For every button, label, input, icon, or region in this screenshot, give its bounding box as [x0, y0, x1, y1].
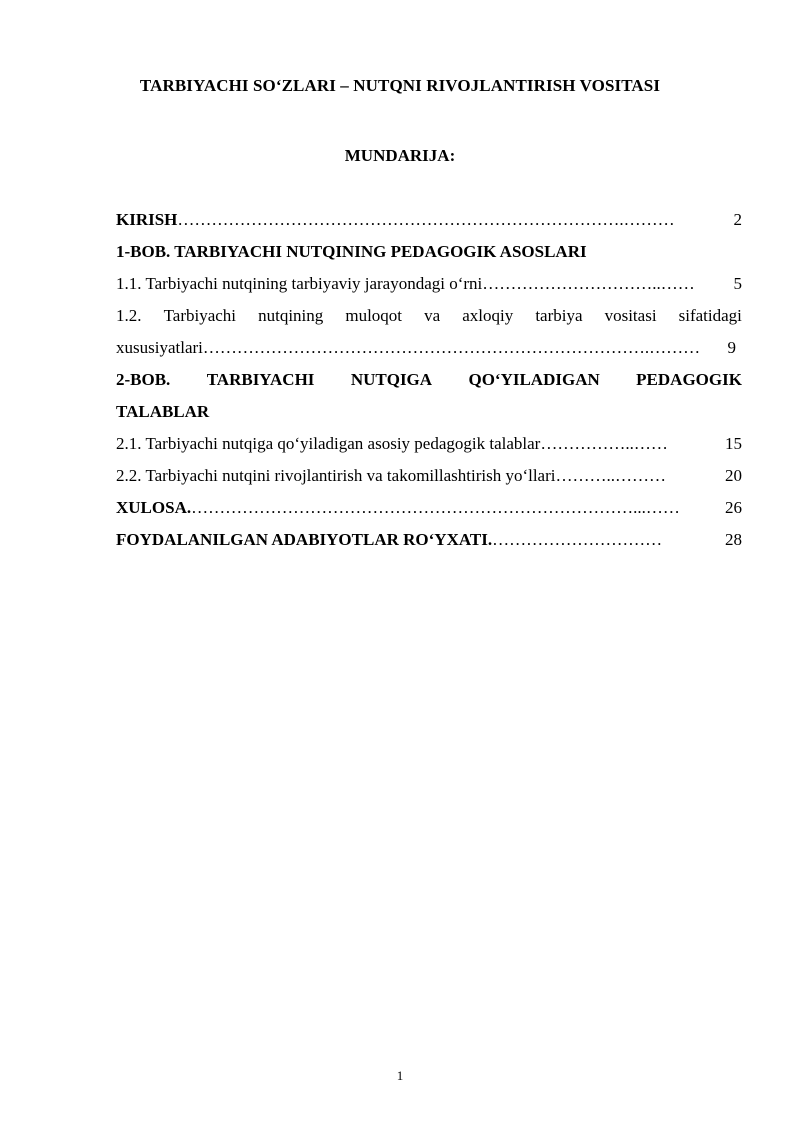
toc-entry-label: 2.1. Tarbiyachi nutqiga qo‘yiladigan asosiy pedagogik talablar — [116, 434, 541, 453]
toc-entry-label: FOYDALANILGAN ADABIYOTLAR RO‘YXATI. — [116, 530, 493, 549]
page-number: 1 — [396, 1068, 404, 1083]
toc-leader-dots: ………………………… — [492, 530, 663, 549]
toc-word: vositasi — [604, 306, 657, 325]
toc-leader-dots: …………………………………………………………………….……… — [202, 338, 701, 357]
toc-leader-dots: …………………………………………………………………….……… — [177, 210, 675, 229]
toc-word: 2-BOB. — [116, 370, 171, 389]
document-title: TARBIYACHI SO‘ZLARI – NUTQNI RIVOJLANTIRISH VOSITASI — [139, 76, 661, 95]
toc-page-number: 2 — [733, 210, 742, 229]
toc-word: PEDAGOGIK — [636, 370, 742, 389]
toc-word: sifatidagi — [678, 306, 742, 325]
toc-entry-label: 2.2. Tarbiyachi nutqini rivojlantirish va takomillashtirish yo‘llari — [116, 466, 556, 485]
toc-page-number: 5 — [733, 274, 742, 293]
toc-leader-dots: ……………………………………………………………………...…… — [191, 498, 680, 517]
toc-entry-adabiyotlar[interactable] — [116, 524, 742, 556]
toc-heading: MUNDARIJA: — [344, 146, 456, 165]
toc-entry-label: xususiyatlari — [116, 338, 203, 357]
toc-entry-label: 1.1. Tarbiyachi nutqining tarbiyaviy jarayondagi o‘rni — [116, 274, 483, 293]
toc-page-number: 20 — [725, 466, 742, 485]
toc-leader-dots: …………………………..…… — [482, 274, 695, 293]
toc-entry-label: XULOSA. — [116, 498, 192, 517]
toc-word: NUTQIGA — [350, 370, 433, 389]
toc-entry-2-1[interactable] — [116, 428, 742, 460]
toc-word: nutqining — [258, 306, 324, 325]
toc-leader-dots: ……………..…… — [540, 434, 668, 453]
toc-chapter-1[interactable]: 1-BOB. TARBIYACHI NUTQINING PEDAGOGIK ASOSLARI — [116, 242, 587, 261]
toc-word: tarbiya — [535, 306, 583, 325]
toc-word: va — [424, 306, 441, 325]
toc-word: muloqot — [345, 306, 403, 325]
toc-chapter-2-line1[interactable] — [116, 364, 742, 396]
toc-chapter-2-line2[interactable]: TALABLAR — [116, 402, 210, 421]
toc-leader-dots: ………..……… — [555, 466, 666, 485]
toc-page-number: 26 — [725, 498, 742, 517]
table-of-contents — [116, 204, 742, 556]
toc-entry-1-1[interactable] — [116, 268, 742, 300]
toc-page-number: 9 — [727, 338, 736, 357]
toc-entry-1-2-line2[interactable] — [116, 332, 736, 364]
toc-entry-1-2-line1[interactable] — [116, 300, 742, 332]
toc-entry-label: KIRISH — [116, 210, 178, 229]
toc-page-number: 15 — [725, 434, 742, 453]
toc-word: axloqiy — [462, 306, 514, 325]
toc-word: 1.2. — [116, 306, 142, 325]
toc-word: TARBIYACHI — [206, 370, 315, 389]
toc-entry-kirish[interactable] — [116, 204, 742, 236]
toc-page-number: 28 — [725, 530, 742, 549]
toc-entry-2-2[interactable] — [116, 460, 742, 492]
toc-entry-xulosa[interactable] — [116, 492, 742, 524]
toc-word: Tarbiyachi — [163, 306, 237, 325]
toc-word: QO‘YILADIGAN — [468, 370, 600, 389]
